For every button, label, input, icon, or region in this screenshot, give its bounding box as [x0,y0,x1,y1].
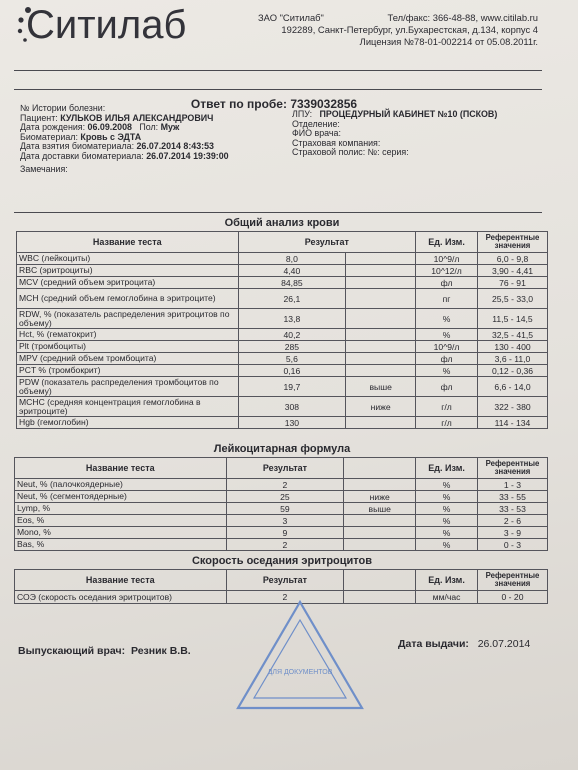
unit: г/л [416,417,478,429]
cbc-row [17,377,548,397]
result-flag [346,341,416,353]
leuko-row [15,503,548,515]
col-unit-header: Ед. Изм. [416,570,478,591]
unit: фл [416,353,478,365]
test-name: Bas, % [15,539,227,551]
cbc-row [17,365,548,377]
col-ref-header: Референтные значения [478,458,548,479]
company-contacts: Тел/факс: 366-48-88, www.citilab.ru [387,12,538,23]
cbc-row [17,309,548,329]
leuko-row [15,515,548,527]
result-flag [344,539,416,551]
cbc-section-title: Общий анализ крови [224,217,340,229]
insurer-row: Страховая компания: [292,137,381,148]
result-value: 4,40 [238,265,346,277]
test-name: Lymp, % [15,503,227,515]
result-value: 0,16 [238,365,346,377]
unit: 10^9/л [416,341,478,353]
stamp-text: ДЛЯ ДОКУМЕНТОВ [267,669,333,676]
cbc-row [17,277,548,289]
result-flag [346,289,416,309]
test-name: Hct, % (гематокрит) [17,329,239,341]
result-value: 3 [226,515,344,527]
leuko-table [14,457,548,551]
unit: % [416,309,478,329]
result-flag: выше [344,503,416,515]
patient-name-row: Пациент: КУЛЬКОВ ИЛЬЯ АЛЕКСАНДРОВИЧ [20,112,214,123]
unit: 10^9/л [416,253,478,265]
result-value: 2 [226,539,344,551]
result-flag: ниже [346,397,416,417]
result-flag [346,365,416,377]
cbc-row [17,289,548,309]
test-name: Eos, % [15,515,227,527]
result-value: 13,8 [238,309,346,329]
reference-range: 130 - 400 [478,341,548,353]
cbc-row [17,417,548,429]
leuko-row [15,527,548,539]
clinic-info [292,110,542,158]
reference-range: 6,6 - 14,0 [478,377,548,397]
unit: % [416,491,478,503]
test-name: MCV (средний объем эритроцита) [17,277,239,289]
leuko-row [15,479,548,491]
unit: % [416,329,478,341]
result-flag [346,353,416,365]
reference-range: 0 - 20 [477,591,547,604]
unit: фл [416,277,478,289]
test-name: СОЭ (скорость оседания эритроцитов) [15,591,227,604]
cbc-row [17,397,548,417]
issue-date: Дата выдачи: 26.07.2014 [398,638,531,650]
reference-range: 2 - 6 [478,515,548,527]
result-value: 40,2 [238,329,346,341]
reference-range: 3 - 9 [478,527,548,539]
result-flag [346,329,416,341]
reference-range: 32,5 - 41,5 [478,329,548,341]
result-value: 9 [226,527,344,539]
col-name-header: Название теста [17,232,239,253]
esr-header-row [15,570,548,591]
reference-range: 0,12 - 0,36 [478,365,548,377]
department-row: Отделение: [292,118,340,129]
result-flag [344,515,416,527]
company-license: Лицензия №78-01-002214 от 05.08.2011г. [359,36,538,48]
result-flag [346,265,416,277]
unit: % [416,503,478,515]
col-name-header: Название теста [15,570,227,591]
col-ref-header: Референтные значения [477,570,547,591]
sample-response-title: Ответ по пробе: 7339032856 [190,97,358,111]
unit: мм/час [416,591,478,604]
col-result-header: Результат [226,458,344,479]
leuko-header-row [15,458,548,479]
result-value: 285 [238,341,346,353]
unit: фл [416,377,478,397]
result-value: 59 [226,503,344,515]
reference-range: 114 - 134 [478,417,548,429]
esr-section-title: Скорость оседания эритроцитов [191,555,373,567]
reference-range: 11,5 - 14,5 [478,309,548,329]
reference-range: 76 - 91 [478,277,548,289]
issue-date-value: 26.07.2014 [477,638,531,650]
cbc-row [17,353,548,365]
unit: г/л [416,397,478,417]
cbc-table [16,231,548,429]
reference-range: 3,90 - 4,41 [478,265,548,277]
logo-text: Ситилаб [26,3,187,47]
test-name: PDW (показатель распределения тромбоцитов по объему) [17,377,239,397]
reference-range: 1 - 3 [478,479,548,491]
doctor-name: Резник В.В. [130,645,191,657]
test-name: MCHC (средняя концентрация гемоглобина в эритроците) [17,397,239,417]
result-flag [344,479,416,491]
history-number: № Истории болезни: [20,103,106,113]
result-value: 2 [226,479,344,491]
leuko-row [15,491,548,503]
test-name: Mono, % [15,527,227,539]
test-name: RDW, % (показатель распределения эритроцитов по объему) [17,309,239,329]
test-name: Plt (тромбоциты) [17,341,239,353]
company-address: 192289, Санкт-Петербург, ул.Бухарестская, д.134, корпус 4 [281,24,538,36]
test-name: MPV (средний объем тромбоцита) [17,353,239,365]
cbc-header-row [17,232,548,253]
test-name: Neut, % (палочкоядерные) [15,479,227,491]
col-unit-header: Ед. Изм. [416,458,478,479]
result-flag [346,253,416,265]
info-divider [14,212,542,213]
unit: пг [416,289,478,309]
triangular-stamp [234,598,366,714]
citilab-logo [14,0,219,50]
result-flag [346,309,416,329]
company-name: ЗАО "Ситилаб" [258,12,324,23]
cbc-row [17,253,548,265]
col-result-header: Результат [238,232,416,253]
taken-date-row: Дата взятия биоматериала: 26.07.2014 8:43:53 [20,141,214,152]
unit: % [416,527,478,539]
delivery-date-row: Дата доставки биоматериала: 26.07.2014 19:39:00 [20,150,229,161]
remarks-row: Замечания: [20,163,68,174]
issuing-doctor: Выпускающий врач: Резник В.В. [18,645,191,657]
reference-range: 33 - 53 [478,503,548,515]
leuko-section-title: Лейкоцитарная формула [213,443,351,455]
test-name: RBC (эритроциты) [17,265,239,277]
reference-range: 322 - 380 [478,397,548,417]
dob-row: Дата рождения: 06.09.2008 Пол: Муж [20,122,180,133]
col-result-header: Результат [226,570,344,591]
reference-range: 3,6 - 11,0 [478,353,548,365]
unit: % [416,365,478,377]
result-flag [346,417,416,429]
cbc-row [17,329,548,341]
result-value: 19,7 [238,377,346,397]
col-ref-header: Референтные значения [478,232,548,253]
col-name-header: Название теста [15,458,227,479]
reference-range: 25,5 - 33,0 [478,289,548,309]
unit: 10^12/л [416,265,478,277]
reference-range: 33 - 55 [478,491,548,503]
result-flag: выше [346,377,416,397]
result-value: 26,1 [238,289,346,309]
result-flag [346,277,416,289]
result-flag: ниже [344,491,416,503]
material-row: Биоматериал: Кровь с ЭДТА [20,131,142,142]
header-divider [14,70,542,71]
policy-row: Страховой полис: №: серия: [292,147,409,158]
result-value: 8,0 [238,253,346,265]
company-info [258,12,538,49]
result-value: 308 [238,397,346,417]
result-value: 2 [226,591,344,604]
leuko-row [15,539,548,551]
unit: % [416,515,478,527]
result-value: 130 [238,417,346,429]
test-name: MCH (средний объем гемоглобина в эритроците) [17,289,239,309]
title-divider [14,89,542,90]
reference-range: 6,0 - 9,8 [478,253,548,265]
reference-range: 0 - 3 [478,539,548,551]
lpu-row: ЛПУ: ПРОЦЕДУРНЫЙ КАБИНЕТ №10 (ПСКОВ) [292,109,498,119]
result-value: 25 [226,491,344,503]
doctor-name-row: ФИО врача: [292,128,341,139]
test-name: PCT % (тромбокрит) [17,365,239,377]
test-name: WBC (лейкоциты) [17,253,239,265]
unit: % [416,539,478,551]
test-name: Hgb (гемоглобин) [17,417,239,429]
cbc-row [17,341,548,353]
col-unit-header: Ед. Изм. [416,232,478,253]
patient-info [20,104,290,174]
patient-name: КУЛЬКОВ ИЛЬЯ АЛЕКСАНДРОВИЧ [60,112,214,123]
result-value: 5,6 [238,353,346,365]
test-name: Neut, % (сегментоядерные) [15,491,227,503]
result-value: 84,85 [238,277,346,289]
cbc-row [17,265,548,277]
unit: % [416,479,478,491]
result-flag [344,527,416,539]
